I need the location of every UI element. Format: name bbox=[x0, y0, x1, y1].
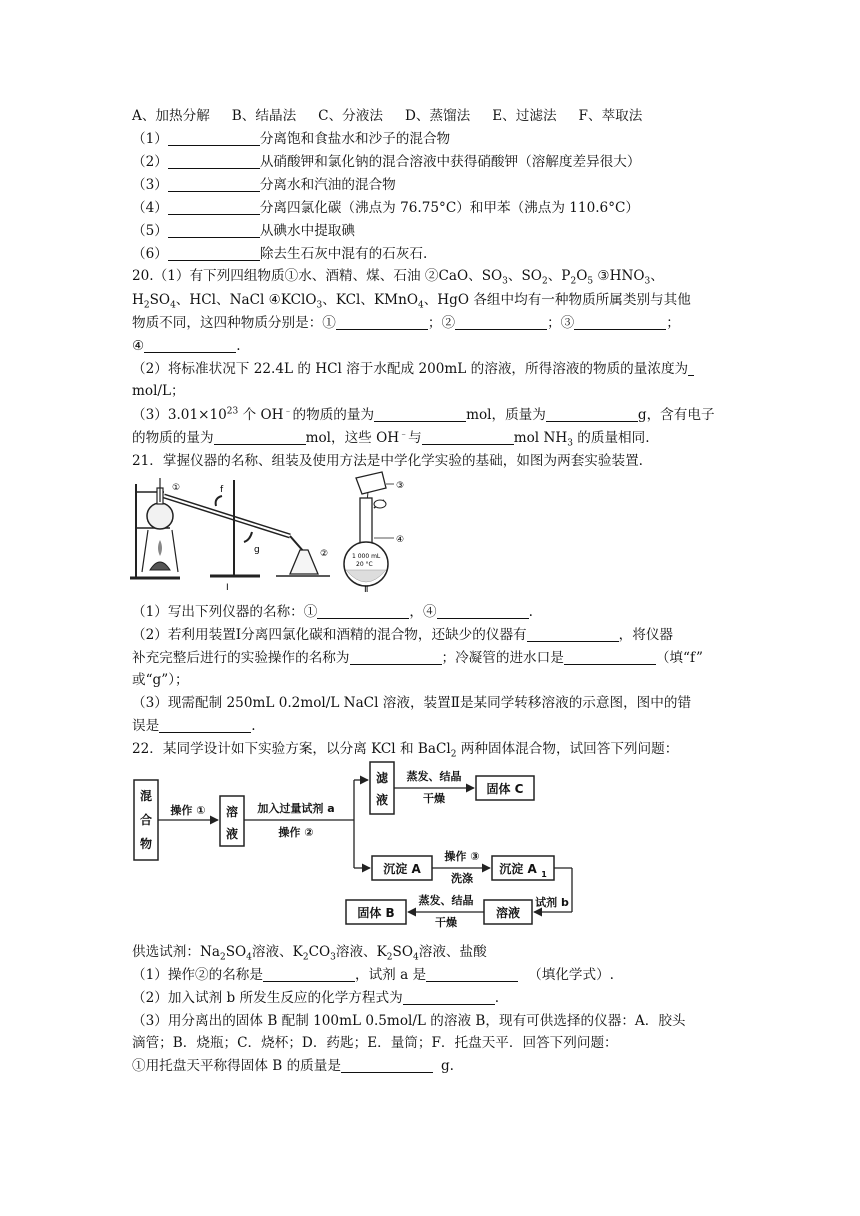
option-e: E、过滤法 bbox=[492, 108, 557, 124]
subscript: 3 bbox=[316, 300, 323, 311]
text: 溶液、K bbox=[251, 944, 303, 960]
text: （1）写出下列仪器的名称：① bbox=[132, 604, 318, 620]
text: g. bbox=[440, 1058, 454, 1074]
label-f: f bbox=[220, 485, 224, 495]
box-mixture-char: 混 bbox=[139, 789, 153, 803]
text: 误是 bbox=[132, 718, 160, 734]
q21-part1 bbox=[132, 602, 533, 622]
text: 、HgO 各组中均有一种物质所属类别与其他 bbox=[423, 292, 691, 308]
item-number: （4） bbox=[132, 200, 168, 216]
subscript: 2 bbox=[450, 749, 457, 760]
label-g: g bbox=[254, 545, 260, 555]
answer-blank[interactable] bbox=[574, 315, 666, 330]
box-solid-c-label: 固体 C bbox=[486, 782, 524, 796]
q22-part4 bbox=[132, 1056, 454, 1076]
text: （1）操作②的名称是 bbox=[132, 967, 263, 983]
text: mol，质量为 bbox=[466, 407, 546, 423]
q20-part3 bbox=[132, 405, 715, 425]
text: （3）3.01×10 bbox=[132, 407, 227, 423]
answer-blank[interactable] bbox=[159, 718, 251, 733]
box-filtrate-char: 滤 bbox=[375, 771, 389, 785]
text: 、 bbox=[650, 268, 664, 284]
q21-part2-cont2: 或“g”）； bbox=[132, 672, 189, 688]
q19-item bbox=[132, 175, 396, 195]
box-precipitate-a1-sub: 1 bbox=[541, 870, 547, 879]
q21-part3: （3）现需配制 250mL 0.2mol/L NaCl 溶液，装置Ⅱ是某同学转移溶液的示意图，图中的错 bbox=[132, 695, 692, 711]
q21-part2 bbox=[132, 625, 673, 645]
answer-blank[interactable] bbox=[214, 430, 306, 445]
text: . bbox=[251, 718, 256, 734]
text: （2）加入试剂 b 所发生反应的化学方程式为 bbox=[132, 990, 403, 1006]
flame bbox=[158, 540, 162, 556]
answer-blank[interactable] bbox=[263, 967, 355, 982]
distillation-flask bbox=[147, 503, 173, 529]
label-1: ① bbox=[172, 483, 181, 493]
label-dry-2: 干燥 bbox=[435, 916, 457, 929]
label-evap-2: 蒸发、结晶 bbox=[418, 894, 474, 907]
item-number: （1） bbox=[132, 131, 168, 147]
subscript: 3 bbox=[502, 276, 508, 287]
text: 个 OH bbox=[238, 407, 284, 423]
q19-item bbox=[132, 244, 427, 264]
text: SO bbox=[392, 944, 413, 960]
subscript: 2 bbox=[541, 276, 548, 287]
text: 的物质的量为 bbox=[132, 430, 214, 446]
answer-blank[interactable] bbox=[527, 627, 619, 642]
text: ；③ bbox=[547, 315, 575, 331]
subscript: 2 bbox=[219, 952, 226, 963]
text: ②CaO、SO bbox=[424, 268, 503, 284]
text: SO bbox=[149, 292, 171, 308]
flask-temp: 20 °C bbox=[356, 561, 373, 568]
text: ，④ bbox=[409, 604, 437, 620]
text: O bbox=[576, 268, 588, 284]
text: ①用托盘天平称得固体 B 的质量是 bbox=[132, 1058, 341, 1074]
q19-item bbox=[132, 129, 450, 149]
item-text: 从硝酸钾和氯化钠的混合溶液中获得硝酸钾（溶解度差异很大） bbox=[259, 154, 641, 170]
text: . bbox=[528, 604, 533, 620]
q22-part1 bbox=[132, 965, 614, 985]
answer-blank[interactable] bbox=[350, 650, 442, 665]
text: g，含有电子 bbox=[637, 407, 715, 423]
q20-part2 bbox=[132, 359, 694, 379]
q20-part3-cont bbox=[132, 428, 650, 448]
label-evap: 蒸发、结晶 bbox=[406, 770, 462, 783]
superscript: ﹣ bbox=[283, 406, 293, 417]
answer-blank[interactable] bbox=[168, 200, 260, 215]
label-II: Ⅱ bbox=[364, 585, 369, 592]
water-tube-g bbox=[244, 532, 252, 542]
text: 与 bbox=[408, 430, 422, 446]
q22-reagents bbox=[132, 942, 487, 962]
subscript: 3 bbox=[330, 952, 336, 963]
text: mol NH bbox=[513, 430, 568, 446]
answer-blank[interactable] bbox=[374, 407, 466, 422]
answer-blank[interactable] bbox=[317, 604, 409, 619]
item-number: （6） bbox=[132, 246, 168, 262]
text: ，将仪器 bbox=[618, 627, 674, 643]
box-solution-char: 液 bbox=[225, 827, 239, 841]
text: 20.（1）有下列四组物质①水、酒精、煤、石油 bbox=[132, 268, 425, 284]
label-op2: 操作 ② bbox=[278, 826, 314, 839]
options-line bbox=[132, 106, 664, 126]
q20-line1 bbox=[132, 266, 664, 286]
text: 溶液、K bbox=[335, 944, 387, 960]
label-I: Ⅰ bbox=[226, 583, 229, 592]
answer-blank[interactable] bbox=[403, 990, 495, 1005]
text: （填“f” bbox=[655, 650, 703, 666]
text: 、SO bbox=[507, 268, 542, 284]
text: （2）将标准状况下 22.4L 的 HCl 溶于水配成 200mL 的溶液，所得溶液的物质的量浓度为 bbox=[132, 361, 689, 377]
item-text: 分离饱和食盐水和沙子的混合物 bbox=[259, 131, 451, 147]
subscript: 2 bbox=[386, 952, 393, 963]
label-dry: 干燥 bbox=[423, 792, 445, 805]
q22-intro bbox=[132, 739, 678, 759]
text: . bbox=[236, 338, 241, 354]
text: 、P bbox=[547, 268, 571, 284]
text: ；冷凝管的进水口是 bbox=[441, 650, 564, 666]
label-reagent-b: 试剂 b bbox=[535, 896, 569, 909]
text: SO bbox=[225, 944, 247, 960]
answer-blank[interactable] bbox=[688, 361, 694, 376]
label-op3: 操作 ③ bbox=[444, 850, 480, 863]
condenser-inner bbox=[164, 496, 290, 536]
answer-blank[interactable] bbox=[564, 650, 656, 665]
option-b: B、结晶法 bbox=[231, 108, 297, 124]
text: ④ bbox=[132, 338, 145, 354]
q20-line2 bbox=[132, 290, 691, 310]
item-number: （2） bbox=[132, 154, 168, 170]
item-text: 分离四氯化碳（沸点为 76.75°C）和甲苯（沸点为 110.6°C） bbox=[259, 200, 639, 216]
text: 补充完整后进行的实验操作的名称为 bbox=[132, 650, 350, 666]
answer-blank[interactable] bbox=[168, 223, 260, 238]
text: 两种固体混合物，试回答下列问题： bbox=[456, 741, 679, 757]
text: ，试剂 a 是 bbox=[355, 967, 427, 983]
q19-item bbox=[132, 198, 639, 218]
text: 、KCl、KMnO bbox=[322, 292, 418, 308]
water-tube-f bbox=[216, 496, 222, 506]
answer-blank[interactable] bbox=[168, 154, 260, 169]
answer-blank[interactable] bbox=[168, 177, 260, 192]
box-solid-b-label: 固体 B bbox=[357, 906, 395, 920]
q19-item bbox=[132, 152, 640, 172]
answer-blank[interactable] bbox=[168, 246, 260, 261]
subscript: 3 bbox=[644, 276, 651, 287]
answer-blank[interactable] bbox=[336, 315, 428, 330]
apparatus-figure bbox=[130, 470, 440, 592]
item-number: （3） bbox=[132, 177, 168, 193]
item-text: 从碘水中提取碘 bbox=[259, 223, 355, 239]
subscript: 4 bbox=[417, 300, 424, 311]
text: 物质不同，这四种物质分别是：① bbox=[132, 315, 336, 331]
box-mixture-char: 物 bbox=[139, 837, 153, 851]
text: 的物质的量为 bbox=[292, 407, 375, 423]
option-c: C、分液法 bbox=[318, 108, 383, 124]
item-text: 除去生石灰中混有的石灰石. bbox=[259, 246, 428, 262]
q21-part3-cont bbox=[132, 716, 256, 736]
box-mixture-char: 合 bbox=[139, 813, 153, 827]
subscript: 5 bbox=[587, 276, 594, 287]
text: ； bbox=[666, 315, 680, 331]
q22-part3: （3）用分离出的固体 B 配制 100mL 0.5mol/L 的溶液 B，现有可供选择的仪器：A．胶头 bbox=[132, 1013, 686, 1029]
label-4: ④ bbox=[396, 535, 405, 545]
q21-part2-cont bbox=[132, 648, 703, 668]
subscript: 3 bbox=[567, 438, 573, 449]
subscript: 4 bbox=[413, 952, 419, 963]
answer-blank[interactable] bbox=[455, 315, 547, 330]
conical-flask bbox=[290, 550, 318, 574]
text: mol，这些 OH bbox=[305, 430, 400, 446]
beaker bbox=[356, 472, 386, 494]
box-precipitate-a1-label: 沉淀 A bbox=[499, 862, 537, 876]
box-solution-2-label: 溶液 bbox=[495, 906, 521, 920]
text: （填化学式）. bbox=[528, 967, 615, 983]
label-op1: 操作 ① bbox=[170, 804, 206, 817]
text: H bbox=[132, 292, 144, 308]
q20-part2-cont: mol/L； bbox=[132, 383, 185, 399]
subscript: 2 bbox=[143, 300, 150, 311]
q22-part3-cont: 滴管；B．烧瓶；C．烧杯；D．药匙；E．量筒；F．托盘天平．回答下列问题： bbox=[132, 1035, 618, 1051]
tripod-leg bbox=[172, 530, 178, 572]
tripod-leg bbox=[142, 530, 148, 572]
box-precipitate-a-label: 沉淀 A bbox=[383, 862, 421, 876]
text: 溶液、盐酸 bbox=[418, 944, 487, 960]
q22-part2 bbox=[132, 988, 499, 1008]
label-2: ② bbox=[320, 549, 329, 559]
flowchart bbox=[132, 760, 592, 932]
text: . bbox=[494, 990, 500, 1006]
option-a: A、加热分解 bbox=[132, 108, 210, 124]
text: 的质量相同. bbox=[572, 430, 650, 446]
subscript: 2 bbox=[570, 276, 577, 287]
stopper bbox=[374, 500, 386, 508]
answer-blank[interactable] bbox=[422, 430, 514, 445]
answer-blank[interactable] bbox=[546, 407, 638, 422]
item-number: （5） bbox=[132, 223, 168, 239]
answer-blank[interactable] bbox=[341, 1058, 433, 1073]
q19-item bbox=[132, 221, 355, 241]
box-solution-char: 溶 bbox=[225, 805, 239, 819]
volumetric-neck bbox=[360, 498, 372, 546]
text: （2）若利用装置Ⅰ分离四氯化碳和酒精的混合物，还缺少的仪器有 bbox=[132, 627, 527, 643]
text: CO bbox=[308, 944, 331, 960]
answer-blank[interactable] bbox=[144, 338, 236, 353]
box-filtrate-char: 液 bbox=[375, 793, 389, 807]
item-text: 分离水和汽油的混合物 bbox=[259, 177, 396, 193]
label-add-reagent: 加入过量试剂 a bbox=[257, 802, 335, 815]
alcohol-lamp bbox=[150, 562, 170, 570]
subscript: 4 bbox=[170, 300, 176, 311]
text: ；② bbox=[427, 315, 456, 331]
text: 22．某同学设计如下实验方案，以分离 KCl 和 BaCl bbox=[132, 741, 451, 757]
text: 、HCl、NaCl ④KClO bbox=[175, 292, 317, 308]
text: 供选试剂：Na bbox=[132, 944, 220, 960]
q20-line4 bbox=[132, 336, 241, 356]
superscript: ﹣ bbox=[399, 429, 409, 440]
label-wash: 洗涤 bbox=[451, 872, 473, 885]
subscript: 4 bbox=[246, 952, 252, 963]
answer-blank[interactable] bbox=[168, 131, 260, 146]
option-f: F、萃取法 bbox=[578, 108, 643, 124]
subscript: 2 bbox=[302, 952, 309, 963]
flask-volume: 1 000 mL bbox=[352, 553, 381, 560]
q20-line3 bbox=[132, 313, 680, 333]
label-3: ③ bbox=[396, 481, 405, 491]
superscript: 23 bbox=[226, 406, 239, 417]
option-d: D、蒸馏法 bbox=[404, 108, 471, 124]
answer-blank[interactable] bbox=[437, 604, 529, 619]
text: ③HNO bbox=[593, 268, 645, 284]
answer-blank[interactable] bbox=[426, 967, 518, 982]
q21-intro: 21．掌握仪器的名称、组装及使用方法是中学化学实验的基础，如图为两套实验装置. bbox=[132, 453, 643, 469]
